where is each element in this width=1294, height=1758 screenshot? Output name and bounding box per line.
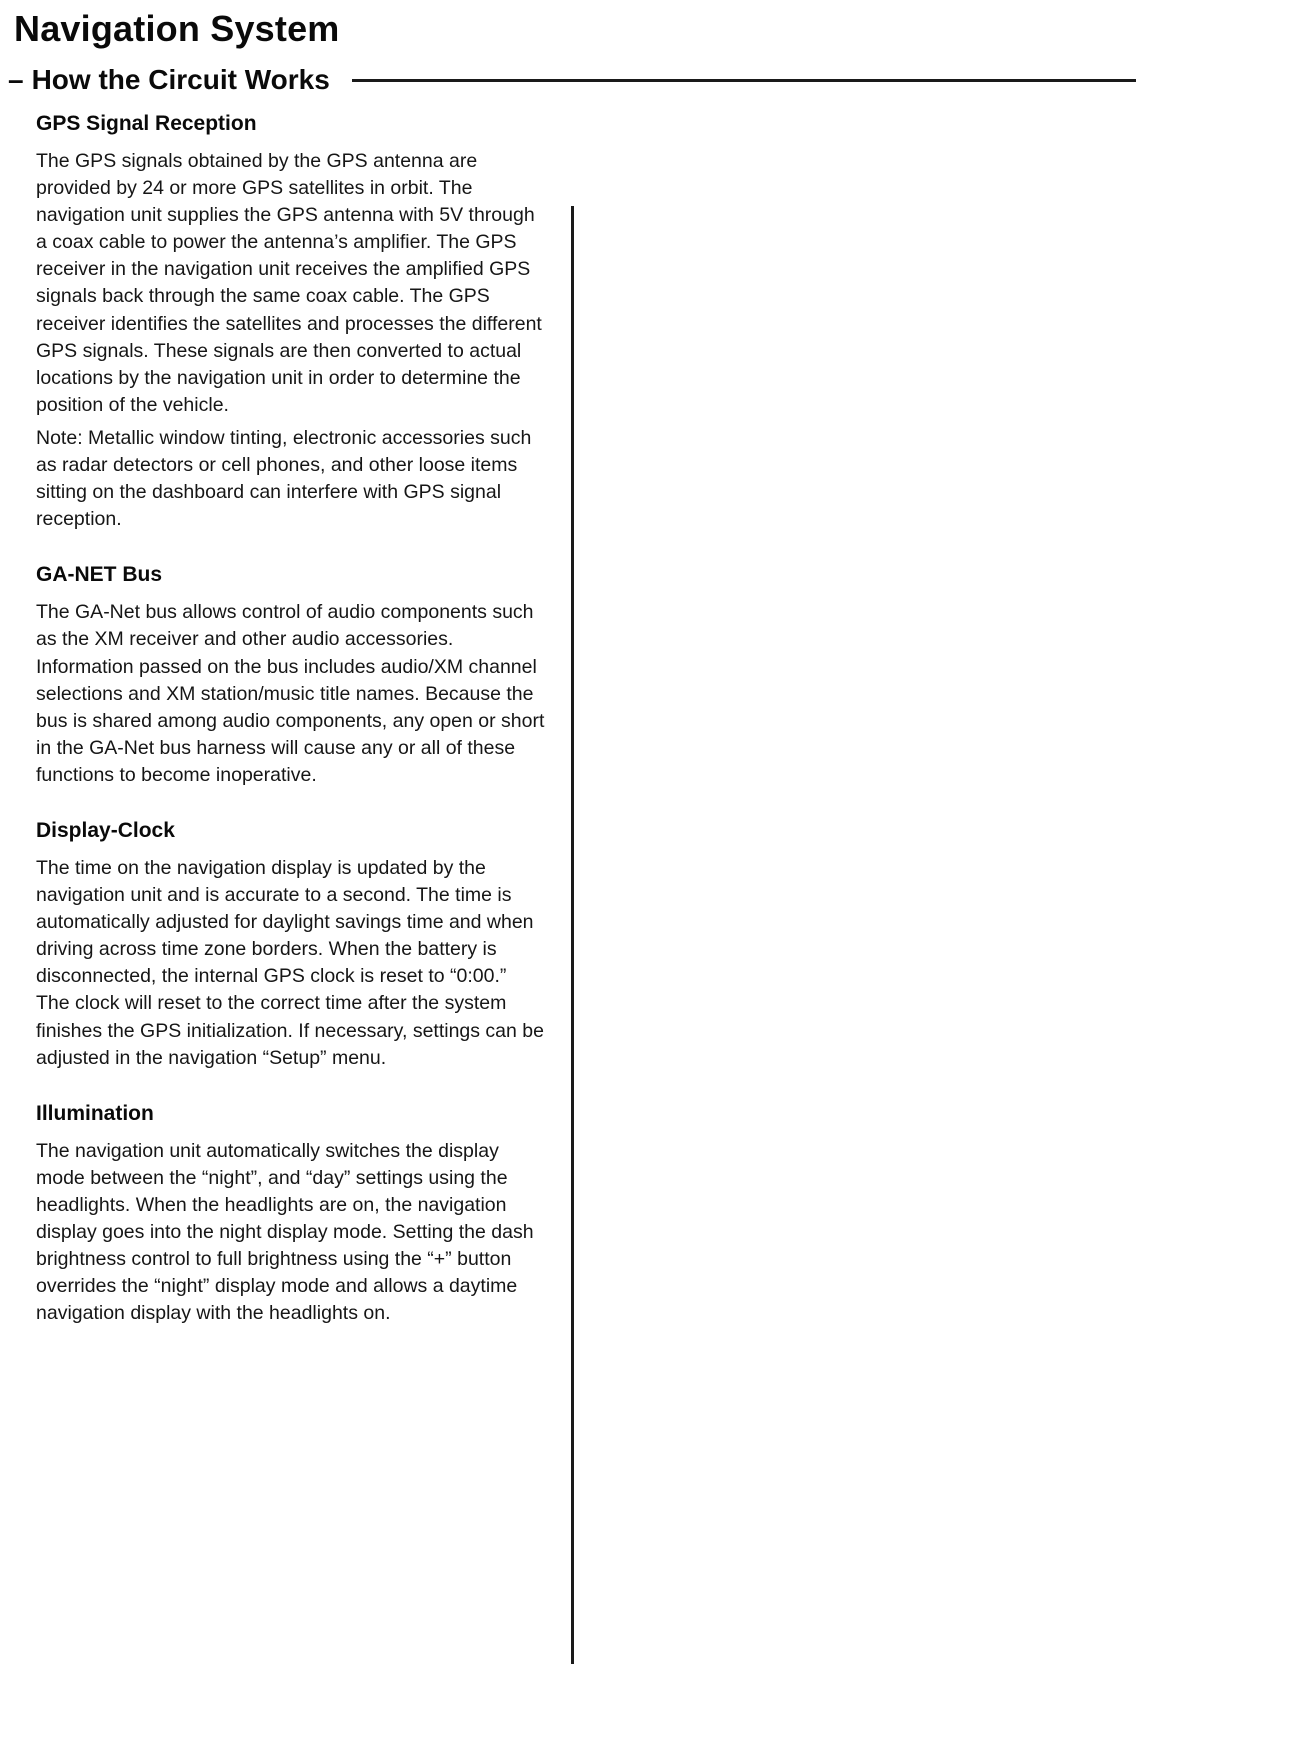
paragraph: Note: Metallic window tinting, electronic accessories such as radar detectors or cell phones, and other loose items sitting on the dashboard can interfere with GPS signal reception. [36, 426, 532, 531]
column-divider [571, 206, 574, 1664]
paragraph: The GA-Net bus allows control of audio components such as the XM receiver and other audio accessories. Information passed on the bus includes audio/XM channel selections and XM station/music title names. Because the bus is shared among audio components, any open or short in the GA-Net bus harness will cause any or all of these functions to become inoperative. [36, 601, 545, 786]
section-heading: Display-Clock [36, 818, 175, 842]
paragraph: The GPS signals obtained by the GPS antenna are provided by 24 or more GPS satellites in orbit. The navigation unit supplies the GPS antenna with 5V through a coax cable to power the antenna’s amplifier. The GPS receiver in the navigation unit receives the amplified GPS signals back through the same coax cable. The GPS receiver identifies the satellites and processes the different GPS signals. These signals are then converted to actual locations by the navigation unit in order to determine the position of the vehicle. [36, 150, 542, 416]
section-illumination [36, 1102, 545, 1328]
section-heading: GA-NET Bus [36, 563, 162, 587]
page-title: Navigation System [14, 8, 340, 49]
section-title-rule [352, 79, 1136, 82]
section-title-row [8, 64, 1294, 96]
content-columns [0, 106, 1294, 1327]
section-gps-signal-reception [36, 112, 545, 533]
left-column [0, 106, 545, 1327]
section-ga-net-bus [36, 563, 545, 789]
section-heading: Illumination [36, 1101, 154, 1125]
section-display-clock [36, 819, 545, 1072]
section-title: How the Circuit Works [31, 64, 330, 95]
paragraph: The time on the navigation display is updated by the navigation unit and is accurate to a second. The time is automatically adjusted for daylight savings time and when driving across time zone borders. When the battery is disconnected, the internal GPS clock is reset to “0:00.” The clock will reset to the correct time after the system finishes the GPS initialization. If necessary, settings can be adjusted in the navigation “Setup” menu. [36, 856, 544, 1069]
paragraph: The navigation unit automatically switches the display mode between the “night”, and “day” settings using the headlights. When the headlights are on, the navigation display goes into the night display mode. Setting the dash brightness control to full brightness using the “+” button overrides the “night” display mode and allows a daytime navigation display with the headlights on. [36, 1139, 534, 1325]
section-title-dash: – [8, 64, 24, 95]
section-heading: GPS Signal Reception [36, 112, 257, 135]
